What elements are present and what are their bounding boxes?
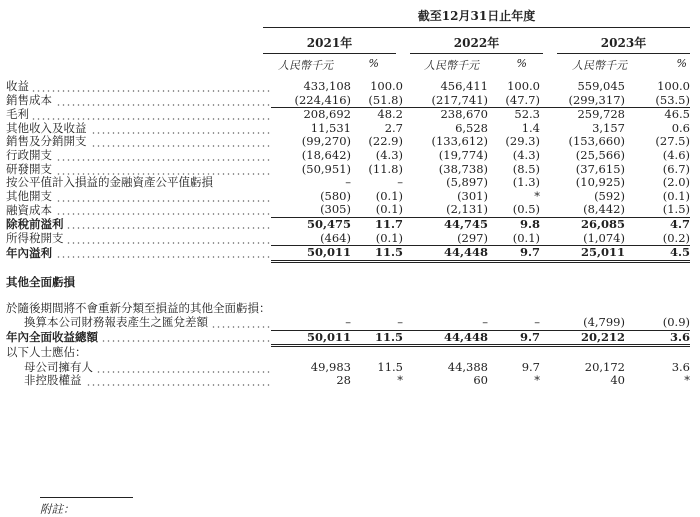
amount-cell: 28 <box>336 373 351 388</box>
percent-cell: 100.0 <box>370 79 403 93</box>
percent-cell: (4.6) <box>662 147 690 162</box>
percent-cell: (2.0) <box>662 175 690 190</box>
table-row <box>6 94 690 108</box>
table-row <box>6 361 690 375</box>
period-rule <box>263 27 690 28</box>
amount-cell: 44,388 <box>447 359 488 374</box>
amount-cell: 3,157 <box>592 120 625 135</box>
percent-cell: 9.7 <box>488 330 540 346</box>
amount-cell: (5,897) <box>446 175 488 190</box>
row-label: 於隨後期間將不會重新分類至損益的其他全面虧損： <box>6 302 271 316</box>
amount-cell: (464) <box>320 230 351 245</box>
amount-cell: (224,416) <box>294 92 351 107</box>
percent-cell: – <box>351 316 403 330</box>
table-row <box>6 346 690 361</box>
amount-cell: (580) <box>320 188 351 203</box>
table-row <box>6 374 690 388</box>
table-row <box>6 108 690 122</box>
amount-cell <box>271 276 351 290</box>
percent-cell: 9.8 <box>488 217 540 231</box>
table-row <box>6 246 690 262</box>
percent-cell: * <box>534 373 540 388</box>
unit-pct: % <box>676 57 687 70</box>
percent-cell: * <box>534 188 540 203</box>
amount-cell: 50,011 <box>271 246 351 262</box>
amount-cell: 25,011 <box>540 246 625 262</box>
amount-cell: (19,774) <box>438 147 488 162</box>
percent-cell <box>351 302 403 316</box>
percent-cell: (4.3) <box>512 147 540 162</box>
percent-cell: (47.7) <box>505 92 540 107</box>
percent-cell: (4.3) <box>375 147 403 162</box>
amount-cell: 50,475 <box>271 217 351 231</box>
amount-cell: 44,448 <box>403 330 488 346</box>
percent-cell: 48.2 <box>351 108 403 122</box>
percent-cell: 46.5 <box>625 108 690 122</box>
amount-cell: 11,531 <box>310 120 351 135</box>
row-label: 母公司擁有人 <box>6 361 271 375</box>
table-row <box>6 135 690 149</box>
amount-cell: (217,741) <box>431 92 488 107</box>
row-label: 行政開支 <box>6 149 271 163</box>
row-label: 其他全面虧損 <box>6 276 271 290</box>
percent-cell: 100.0 <box>507 79 540 93</box>
percent-cell: (51.8) <box>368 92 403 107</box>
amount-cell: (299,317) <box>568 92 625 107</box>
percent-cell: – <box>397 175 403 190</box>
percent-cell: 0.6 <box>671 120 690 135</box>
amount-cell: 40 <box>610 373 625 388</box>
amount-cell: (4,799) <box>540 316 625 330</box>
percent-cell: 9.7 <box>488 246 540 262</box>
row-label: 銷售及分銷開支 <box>6 135 271 149</box>
year-2023: 2023年 <box>557 34 690 54</box>
percent-cell: 52.3 <box>488 108 540 122</box>
percent-cell: 4.5 <box>625 246 690 262</box>
percent-cell: (22.9) <box>368 134 403 149</box>
percent-cell: (11.8) <box>368 161 403 176</box>
percent-cell: (27.5) <box>655 134 690 149</box>
percent-cell: 9.7 <box>521 359 540 374</box>
percent-cell: 4.7 <box>625 217 690 231</box>
table-row <box>6 330 690 346</box>
amount-cell: (8,442) <box>583 202 625 217</box>
amount-cell: (38,738) <box>438 161 488 176</box>
percent-cell: 11.5 <box>377 359 403 374</box>
amount-cell <box>540 346 625 361</box>
table-row <box>6 176 690 190</box>
percent-cell: (0.2) <box>662 230 690 245</box>
percent-cell: 3.6 <box>625 330 690 346</box>
percent-cell <box>488 276 540 290</box>
percent-cell: (1.3) <box>512 175 540 190</box>
amount-cell: 208,692 <box>271 108 351 122</box>
row-label: 銷售成本 <box>6 94 271 108</box>
amount-cell <box>540 276 625 290</box>
amount-cell: (297) <box>457 230 488 245</box>
percent-cell: (0.1) <box>375 202 403 217</box>
amount-cell: (305) <box>320 202 351 217</box>
row-label: 收益 <box>6 80 271 94</box>
percent-cell: (0.1) <box>375 230 403 245</box>
percent-cell <box>351 276 403 290</box>
table-row <box>6 190 690 204</box>
amount-cell: – <box>403 316 488 330</box>
percent-cell <box>351 346 403 361</box>
percent-cell <box>488 302 540 316</box>
amount-cell: 238,670 <box>403 108 488 122</box>
amount-cell: (25,566) <box>575 147 625 162</box>
row-label: 除稅前溢利 <box>6 217 271 231</box>
amount-cell: 44,448 <box>403 246 488 262</box>
year-row <box>263 34 690 54</box>
table-row <box>6 163 690 177</box>
row-label: 年內溢利 <box>6 246 271 262</box>
percent-cell: (0.9) <box>625 316 690 330</box>
row-label: 融資成本 <box>6 203 271 217</box>
amount-cell: 26,085 <box>540 217 625 231</box>
table-row <box>6 276 690 290</box>
unit-pct: % <box>368 57 379 70</box>
period-heading: 截至12月31日止年度 <box>417 9 536 23</box>
amount-cell: 6,528 <box>455 120 488 135</box>
amount-cell: (1,074) <box>583 230 625 245</box>
footnote-label: 附註： <box>40 502 75 516</box>
amount-cell: (50,951) <box>301 161 351 176</box>
percent-cell <box>625 346 690 361</box>
unit-amount: 人民幣千元 <box>572 59 627 72</box>
percent-cell: (8.5) <box>512 161 540 176</box>
row-label: 其他收入及收益 <box>6 122 271 136</box>
percent-cell: 100.0 <box>657 79 690 93</box>
table-row <box>6 217 690 231</box>
percent-cell: (6.7) <box>662 161 690 176</box>
percent-cell: 11.5 <box>351 246 403 262</box>
percent-cell: (29.3) <box>505 134 540 149</box>
year-2022: 2022年 <box>410 34 543 54</box>
row-label: 換算本公司財務報表產生之匯兌差額 <box>6 316 271 330</box>
amount-cell: 433,108 <box>303 79 351 93</box>
percent-cell: (53.5) <box>655 92 690 107</box>
amount-cell <box>271 302 351 316</box>
amount-cell: 559,045 <box>577 79 625 93</box>
percent-cell: * <box>397 373 403 388</box>
amount-cell: 60 <box>473 373 488 388</box>
footnote-rule <box>40 497 133 498</box>
amount-cell: (10,925) <box>575 175 625 190</box>
amount-cell <box>403 302 488 316</box>
unit-amount: 人民幣千元 <box>424 59 479 72</box>
percent-cell: * <box>684 373 690 388</box>
table-header <box>263 8 690 73</box>
row-label: 研發開支 <box>6 163 271 177</box>
table-row <box>6 232 690 246</box>
row-label: 以下人士應佔： <box>6 346 271 361</box>
amount-cell: – <box>345 175 351 190</box>
percent-cell: (0.1) <box>512 230 540 245</box>
row-label: 所得稅開支 <box>6 232 271 246</box>
amount-cell: 44,745 <box>403 217 488 231</box>
amount-cell: (301) <box>457 188 488 203</box>
amount-cell: (153,660) <box>568 134 625 149</box>
amount-cell <box>540 302 625 316</box>
amount-cell: (133,612) <box>431 134 488 149</box>
amount-cell: – <box>271 316 351 330</box>
table-row <box>6 80 690 94</box>
row-label: 按公平值計入損益的金融資產公平值虧損 <box>6 176 271 190</box>
percent-cell: (0.1) <box>375 188 403 203</box>
amount-cell: (99,270) <box>301 134 351 149</box>
percent-cell <box>488 346 540 361</box>
percent-cell: – <box>488 316 540 330</box>
amount-cell: 259,728 <box>540 108 625 122</box>
amount-cell: (592) <box>594 188 625 203</box>
amount-cell: 20,172 <box>584 359 625 374</box>
amount-cell <box>271 346 351 361</box>
row-label: 毛利 <box>6 108 271 122</box>
table-row <box>6 203 690 217</box>
row-label: 非控股權益 <box>6 374 271 388</box>
percent-cell: (1.5) <box>662 202 690 217</box>
spacer-row <box>6 289 690 302</box>
table-row <box>6 316 690 330</box>
percent-cell: 1.4 <box>521 120 540 135</box>
row-label: 其他開支 <box>6 190 271 204</box>
table-row <box>6 302 690 316</box>
percent-cell: 11.5 <box>351 330 403 346</box>
spacer-row <box>6 261 690 276</box>
amount-cell: (18,642) <box>301 147 351 162</box>
percent-cell: (0.1) <box>662 188 690 203</box>
amount-cell: (37,615) <box>575 161 625 176</box>
amount-cell: (2,131) <box>446 202 488 217</box>
amount-cell: 49,983 <box>310 359 351 374</box>
year-2021: 2021年 <box>263 34 396 54</box>
percent-cell: 11.7 <box>351 217 403 231</box>
unit-amount: 人民幣千元 <box>278 59 333 72</box>
percent-cell: (0.5) <box>512 202 540 217</box>
amount-cell: 456,411 <box>440 79 488 93</box>
percent-cell: 3.6 <box>671 359 690 374</box>
table-row <box>6 122 690 136</box>
amount-cell <box>403 346 488 361</box>
percent-cell: 2.7 <box>384 120 403 135</box>
row-label: 年內全面收益總額 <box>6 330 271 346</box>
percent-cell <box>625 302 690 316</box>
percent-cell <box>625 276 690 290</box>
amount-cell <box>403 276 488 290</box>
amount-cell: 20,212 <box>540 330 625 346</box>
income-statement-table <box>6 80 690 388</box>
unit-pct: % <box>516 57 527 70</box>
table-row <box>6 149 690 163</box>
unit-row <box>263 57 690 73</box>
amount-cell: 50,011 <box>271 330 351 346</box>
